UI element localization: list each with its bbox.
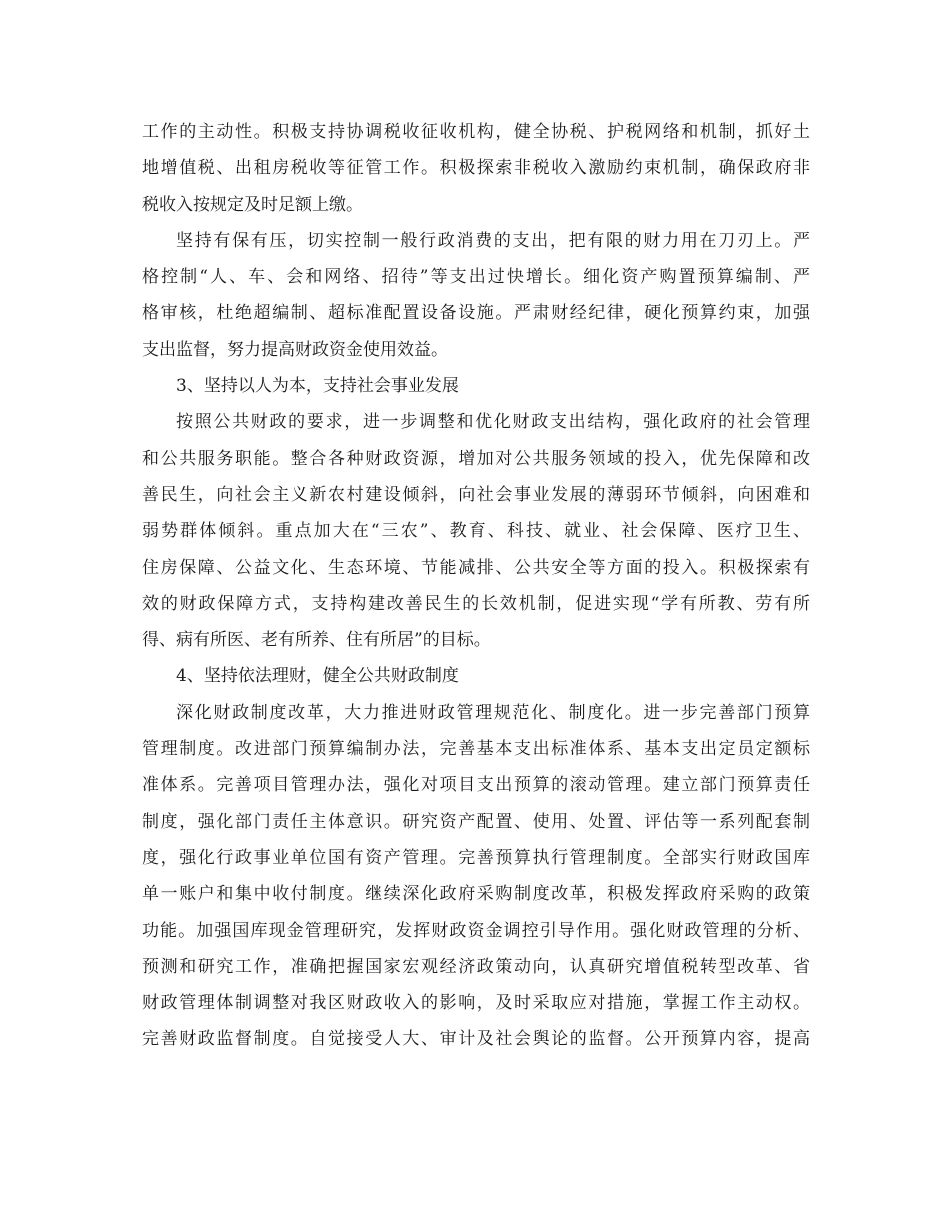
text-line: 财政管理体制调整对我区财政收入的影响，及时采取应对措施，掌握工作主动权。 (142, 993, 810, 1014)
text-line: 税收入按规定及时足额上缴。 (142, 194, 363, 215)
text-line: 支出监督，努力提高财政资金使用效益。 (142, 339, 448, 360)
text-line: 度，强化行政事业单位国有资产管理。完善预算执行管理制度。全部实行财政国库 (142, 847, 810, 868)
text-line: 准体系。完善项目管理办法，强化对项目支出预算的滚动管理。建立部门预算责任 (142, 775, 810, 796)
text-line: 管理制度。改进部门预算编制办法，完善基本支出标准体系、基本支出定员定额标 (142, 739, 810, 760)
text-line: 格审核，杜绝超编制、超标准配置设备设施。严肃财经纪律，硬化预算约束，加强 (142, 303, 810, 324)
text-line: 和公共服务职能。整合各种财政资源，增加对公共服务领域的投入，优先保障和改 (142, 448, 810, 469)
text-line: 善民生，向社会主义新农村建设倾斜，向社会事业发展的薄弱环节倾斜，向困难和 (142, 484, 810, 505)
text-line: 格控制“人、车、会和网络、招待”等支出过快增长。细化资产购置预算编制、严 (142, 267, 810, 288)
text-line: 单一账户和集中收付制度。继续深化政府采购制度改革，积极发挥政府采购的政策 (142, 884, 810, 905)
text-line: 制度，强化部门责任主体意识。研究资产配置、使用、处置、评估等一系列配套制 (142, 811, 810, 832)
text-line: 4、坚持依法理财，健全公共财政制度 (176, 666, 459, 687)
document-body (142, 114, 810, 1058)
text-line: 按照公共财政的要求，进一步调整和优化财政支出结构，强化政府的社会管理 (176, 412, 810, 433)
text-line: 3、坚持以人为本，支持社会事业发展 (176, 376, 459, 397)
text-line: 完善财政监督制度。自觉接受人大、审计及社会舆论的监督。公开预算内容，提高 (142, 1029, 810, 1050)
text-line: 住房保障、公益文化、生态环境、节能减排、公共安全等方面的投入。积极探索有 (142, 557, 810, 578)
text-line: 功能。加强国库现金管理研究，发挥财政资金调控引导作用。强化财政管理的分析、 (142, 920, 810, 941)
text-line: 弱势群体倾斜。重点加大在“三农”、教育、科技、就业、社会保障、医疗卫生、 (142, 521, 810, 542)
text-line: 地增值税、出租房税收等征管工作。积极探索非税收入激励约束机制，确保政府非 (142, 158, 810, 179)
text-line: 坚持有保有压，切实控制一般行政消费的支出，把有限的财力用在刀刃上。严 (176, 230, 810, 251)
text-line: 深化财政制度改革，大力推进财政管理规范化、制度化。进一步完善部门预算 (176, 702, 810, 723)
text-line: 效的财政保障方式，支持构建改善民生的长效机制，促进实现“学有所教、劳有所 (142, 593, 810, 614)
text-line: 得、病有所医、老有所养、住有所居”的目标。 (142, 630, 491, 651)
text-line: 工作的主动性。积极支持协调税收征收机构，健全协税、护税网络和机制，抓好土 (142, 122, 810, 142)
text-line: 预测和研究工作，准确把握国家宏观经济政策动向，认真研究增值税转型改革、省 (142, 956, 810, 977)
